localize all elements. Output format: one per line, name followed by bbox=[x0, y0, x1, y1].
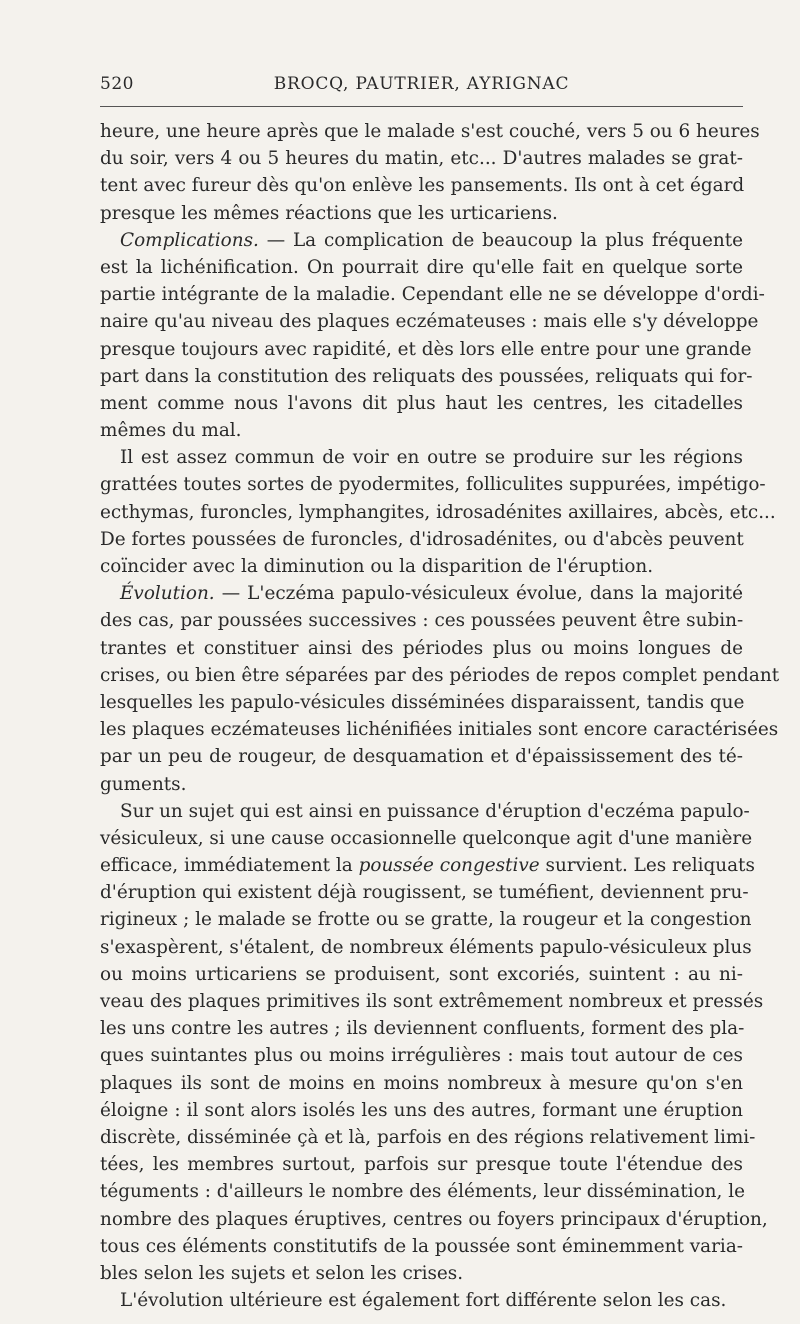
text-line: des cas, par poussées successives : ces poussées peuvent être subin- bbox=[100, 610, 744, 632]
text-line bbox=[100, 580, 743, 607]
text-line: coïncider avec la diminution ou la disparition de l'éruption. bbox=[100, 556, 654, 577]
text-span: efficace, immédiatement la bbox=[100, 855, 359, 877]
text-line: ment comme nous l'avons dit plus haut les centres, les citadelles bbox=[100, 392, 743, 414]
text-line: presque les mêmes réactions que les urticariens. bbox=[100, 202, 558, 224]
text-line: Sur un sujet qui est ainsi en puissance d'éruption d'eczéma papulo- bbox=[120, 800, 750, 822]
text-line: téguments : d'ailleurs le nombre des éléments, leur dissémination, le bbox=[100, 1181, 745, 1203]
text-line: bles selon les sujets et selon les crises. bbox=[100, 1262, 464, 1284]
text-line: plaques ils sont de moins en moins nombreux à mesure qu'on s'en bbox=[100, 1072, 743, 1094]
text-line: naire qu'au niveau des plaques eczémateuses : mais elle s'y développe bbox=[100, 311, 759, 333]
emphasis-poussee-congestive: poussée congestive bbox=[358, 855, 540, 877]
running-head: BROCQ, PAUTRIER, AYRIGNAC bbox=[273, 74, 570, 94]
text-line: d'éruption qui existent déjà rougissent, se tuméfient, deviennent pru- bbox=[100, 882, 749, 904]
text-line: les uns contre les autres ; ils deviennent confluents, forment des pla- bbox=[100, 1018, 745, 1040]
text-line: ou moins urticariens se produisent, sont excoriés, suintent : au ni- bbox=[100, 963, 743, 985]
text-span: — La complication de beaucoup la plus fréquente bbox=[258, 229, 743, 251]
text-line: heure, une heure après que le malade s'est couché, vers 5 ou 6 heures bbox=[100, 121, 760, 142]
body-text bbox=[100, 118, 780, 1314]
text-line: veau des plaques primitives ils sont extrêmement nombreux et pressés bbox=[100, 991, 764, 1012]
text-line: rigineux ; le malade se frotte ou se gratte, la rougeur et la congestion bbox=[100, 909, 752, 931]
text-line: guments. bbox=[100, 773, 187, 795]
text-line: part dans la constitution des reliquats des poussées, reliquats qui for- bbox=[100, 365, 753, 387]
page-header bbox=[100, 74, 743, 102]
text-span: survient. Les reliquats bbox=[539, 855, 755, 877]
text-line bbox=[100, 227, 743, 254]
text-line: presque toujours avec rapidité, et dès lors elle entre pour une grande bbox=[100, 338, 752, 360]
text-line: trantes et constituer ainsi des périodes plus ou moins longues de bbox=[100, 637, 743, 659]
text-line: est la lichénification. On pourrait dire qu'elle fait en quelque sorte bbox=[100, 256, 743, 278]
text-line bbox=[100, 852, 755, 879]
text-line: les plaques eczémateuses lichénifiées initiales sont encore caractérisées bbox=[100, 719, 779, 741]
section-heading-complications: Complications. bbox=[120, 229, 259, 251]
text-line: ques suintantes plus ou moins irrégulières : mais tout autour de ces bbox=[100, 1045, 743, 1067]
text-line: mêmes du mal. bbox=[100, 420, 242, 442]
text-line: partie intégrante de la maladie. Cependant elle ne se développe d'ordi- bbox=[100, 284, 765, 306]
text-line: grattées toutes sortes de pyodermites, folliculites suppurées, impétigo- bbox=[100, 474, 766, 496]
text-line: s'exaspèrent, s'étalent, de nombreux éléments papulo-vésiculeux plus bbox=[100, 936, 752, 958]
page-number: 520 bbox=[100, 74, 134, 94]
text-line: discrète, disséminée çà et là, parfois en des régions relativement limi- bbox=[100, 1126, 756, 1148]
text-line: lesquelles les papulo-vésicules disséminées disparaissent, tandis que bbox=[100, 691, 745, 713]
text-line: Il est assez commun de voir en outre se produire sur les régions bbox=[120, 447, 743, 469]
text-line: crises, ou bien être séparées par des périodes de repos complet pendant bbox=[100, 664, 780, 686]
text-line: vésiculeux, si une cause occasionnelle quelconque agit d'une manière bbox=[100, 827, 753, 849]
text-line: De fortes poussées de furoncles, d'idrosadénites, ou d'abcès peuvent bbox=[100, 528, 744, 550]
text-line: L'évolution ultérieure est également fort différente selon les cas. bbox=[120, 1290, 727, 1312]
text-line: du soir, vers 4 ou 5 heures du matin, etc... D'autres malades se grat- bbox=[100, 148, 743, 170]
text-line: ecthymas, furoncles, lymphangites, idrosadénites axillaires, abcès, etc... bbox=[100, 501, 776, 523]
text-line: tent avec fureur dès qu'on enlève les pansements. Ils ont à cet égard bbox=[100, 175, 745, 197]
text-span: — L'eczéma papulo-vésiculeux évolue, dans la majorité bbox=[214, 583, 743, 605]
section-heading-evolution: Évolution. bbox=[120, 583, 215, 605]
text-line: tous ces éléments constitutifs de la poussée sont éminemment varia- bbox=[100, 1235, 743, 1257]
text-line: éloigne : il sont alors isolés les uns des autres, formant une éruption bbox=[100, 1099, 743, 1121]
text-line: par un peu de rougeur, de desquamation et d'épaississement des té- bbox=[100, 746, 743, 768]
text-line: tées, les membres surtout, parfois sur presque toute l'étendue des bbox=[100, 1154, 743, 1176]
text-line: nombre des plaques éruptives, centres ou foyers principaux d'éruption, bbox=[100, 1208, 768, 1230]
header-rule bbox=[100, 106, 743, 107]
